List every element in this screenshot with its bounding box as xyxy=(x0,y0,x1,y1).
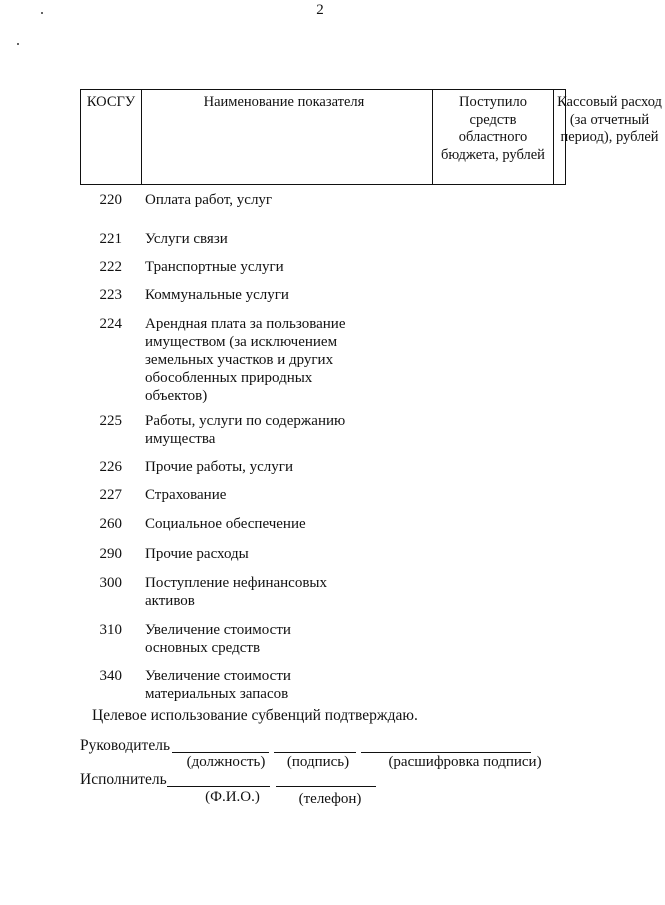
page-number: 2 xyxy=(316,2,324,18)
position-line[interactable] xyxy=(172,752,269,753)
fio-line[interactable] xyxy=(167,786,270,787)
row-name: Поступление нефинансовых активов xyxy=(145,575,327,609)
row-name: Прочие расходы xyxy=(145,546,249,562)
signature-caption: (подпись) xyxy=(286,754,350,770)
scan-speck xyxy=(17,43,19,45)
phone-caption: (телефон) xyxy=(298,791,362,807)
header-received: Поступило средств областного бюджета, рублей xyxy=(433,90,554,184)
decoding-line[interactable] xyxy=(361,752,531,753)
row-code: 220 xyxy=(99,192,122,208)
fio-caption: (Ф.И.О.) xyxy=(205,789,260,805)
row-name: Услуги связи xyxy=(145,231,228,247)
row-name: Коммунальные услуги xyxy=(145,287,289,303)
row-code: 226 xyxy=(99,459,122,475)
row-code: 221 xyxy=(99,231,122,247)
row-code: 222 xyxy=(99,259,122,275)
decoding-caption: (расшифровка подписи) xyxy=(388,754,542,770)
executor-label: Исполнитель xyxy=(80,771,167,788)
table-header xyxy=(80,89,662,185)
row-code: 340 xyxy=(99,668,122,684)
signature-line[interactable] xyxy=(274,752,356,753)
position-caption: (должность) xyxy=(186,754,266,770)
row-name: Увеличение стоимости основных средств xyxy=(145,622,291,656)
row-name: Транспортные услуги xyxy=(145,259,284,275)
row-code: 260 xyxy=(99,516,122,532)
header-expense: Кассовый расход (за отчетный период), рублей xyxy=(557,94,662,145)
row-code: 227 xyxy=(99,487,122,503)
row-name: Страхование xyxy=(145,487,227,503)
scan-speck xyxy=(41,12,43,14)
row-code: 225 xyxy=(99,413,122,429)
row-name: Арендная плата за пользование имуществом (за исключением земельных участков и других обособленных природных объектов) xyxy=(145,316,346,404)
row-name: Оплата работ, услуг xyxy=(145,192,273,208)
header-code: КОСГУ xyxy=(81,90,142,184)
row-name: Социальное обеспечение xyxy=(145,516,306,532)
phone-line[interactable] xyxy=(276,786,376,787)
row-code: 290 xyxy=(99,546,122,562)
head-label: Руководитель xyxy=(80,737,171,754)
row-name: Работы, услуги по содержанию имущества xyxy=(145,413,346,447)
header-name: Наименование показателя xyxy=(142,90,433,184)
row-code: 310 xyxy=(99,622,122,638)
row-code: 300 xyxy=(99,575,122,591)
confirmation-text: Целевое использование субвенций подтверждаю. xyxy=(92,707,418,724)
row-name: Увеличение стоимости материальных запасов xyxy=(145,668,291,702)
row-name: Прочие работы, услуги xyxy=(145,459,293,475)
row-code: 223 xyxy=(99,287,122,303)
row-code: 224 xyxy=(99,316,122,332)
